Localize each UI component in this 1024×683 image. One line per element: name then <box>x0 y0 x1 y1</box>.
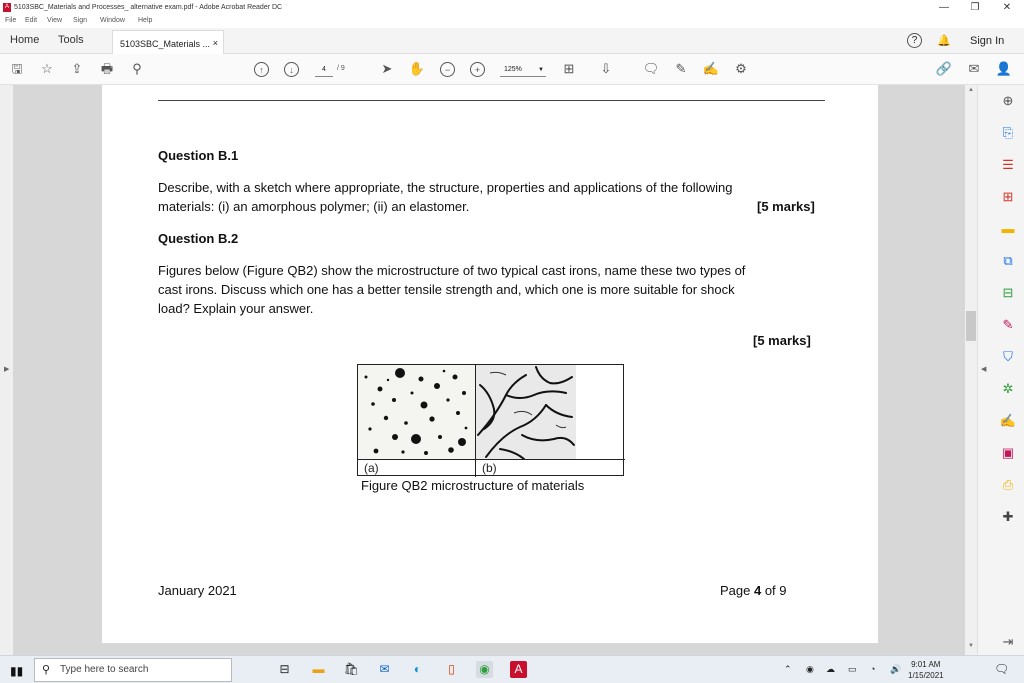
chevron-down-icon: ▼ <box>538 67 544 73</box>
comment-icon[interactable]: 🗨 <box>642 61 660 76</box>
tray-onedrive-icon[interactable]: ☁ <box>826 664 835 674</box>
hand-tool-icon[interactable]: ✋ <box>408 61 426 76</box>
figure-label-b: (b) <box>482 461 497 475</box>
expand-left-panel-icon[interactable]: ▶ <box>4 366 10 373</box>
footer-page-prefix: Page <box>720 583 754 598</box>
question-b2-text-line3: load? Explain your answer. <box>158 301 314 316</box>
export-pdf-icon[interactable]: ⎘ <box>1002 125 1014 140</box>
left-panel-strip <box>0 85 13 655</box>
menu-edit[interactable]: Edit <box>25 17 38 24</box>
tray-expand-icon[interactable]: ⌃ <box>784 664 792 674</box>
menu-bar <box>0 16 1024 28</box>
highlight-pen-icon[interactable]: ✎ <box>675 61 687 76</box>
windows-start-icon[interactable]: ▮▮ <box>10 664 24 678</box>
title-bar <box>0 0 1024 16</box>
search-icon: ⚲ <box>42 664 51 676</box>
sign-icon[interactable]: ✍ <box>702 61 720 76</box>
figure-label-a: (a) <box>364 461 379 475</box>
footer-page-current: 4 <box>753 583 762 598</box>
combine-files-icon[interactable]: ⧉ <box>1003 253 1013 268</box>
save-icon[interactable]: 🖫 <box>11 61 23 76</box>
question-b1-text-line2: materials: (i) an amorphous polymer; (ii) an elastomer. <box>158 199 470 214</box>
question-b2-text-line2: cast irons. Discuss which one has a better tensile strength and, which one is more suitable for shock <box>158 282 735 297</box>
mail-icon[interactable]: ✉ <box>379 662 390 676</box>
windows-taskbar <box>0 655 1024 683</box>
file-explorer-icon[interactable]: ▬ <box>312 662 325 676</box>
previous-page-icon[interactable]: ↑ <box>254 62 269 77</box>
office-icon[interactable]: ▯ <box>448 662 455 676</box>
share-upload-icon[interactable]: ⇪ <box>71 61 83 76</box>
tray-volume-icon[interactable]: 🔊 <box>890 664 902 674</box>
page-number-input[interactable]: 4 <box>315 63 333 77</box>
question-b1-text-line1: Describe, with a sketch where appropriate, the structure, properties and applications of the following <box>158 180 733 195</box>
email-icon[interactable]: ✉ <box>968 61 980 76</box>
tray-battery-icon[interactable]: ▭ <box>848 664 857 674</box>
scroll-down-icon[interactable]: ▼ <box>968 643 974 649</box>
fill-sign-tool-icon[interactable]: ✎ <box>1002 317 1014 332</box>
figure-caption: Figure QB2 microstructure of materials <box>361 478 585 493</box>
menu-file[interactable]: File <box>5 17 17 24</box>
select-cursor-icon[interactable]: ➤ <box>381 61 393 76</box>
taskbar-clock[interactable] <box>908 659 944 681</box>
acrobat-taskbar-icon[interactable]: A <box>510 661 527 678</box>
scroll-mode-icon[interactable]: ⇩ <box>600 61 612 76</box>
tray-wifi-icon[interactable]: ◔ <box>870 664 876 674</box>
organize-pages-icon[interactable]: ☰ <box>1002 157 1014 172</box>
microstructure-image-a <box>358 365 476 459</box>
chrome-browser-icon[interactable]: ◉ <box>476 661 493 678</box>
close-window-button[interactable]: ✕ <box>1002 2 1012 13</box>
question-b1-marks: [5 marks] <box>757 199 815 214</box>
acrobat-app-icon: A <box>4 4 9 10</box>
menu-sign[interactable]: Sign <box>73 17 88 24</box>
zoom-in-icon[interactable]: + <box>470 62 485 77</box>
document-tab-label: 5103SBC_Materials ... <box>120 39 211 49</box>
create-pdf-icon[interactable]: ⊞ <box>1002 189 1014 204</box>
bookmark-star-icon[interactable]: ☆ <box>41 61 53 76</box>
more-tools-icon[interactable]: ✚ <box>1002 509 1014 524</box>
scrollbar-thumb[interactable] <box>966 311 976 341</box>
sign-in-button[interactable]: Sign In <box>970 35 1005 47</box>
minimize-button[interactable]: — <box>939 2 949 13</box>
store-icon[interactable]: 🛍 <box>343 662 360 676</box>
tab-home[interactable]: Home <box>10 34 40 46</box>
search-icon[interactable]: ⚲ <box>132 61 142 76</box>
edit-pdf-icon[interactable]: ⊟ <box>1002 285 1014 300</box>
window-title: 5103SBC_Materials and Processes_ alternative exam.pdf - Adobe Acrobat Reader DC <box>14 4 283 11</box>
link-icon[interactable]: 🔗 <box>935 61 953 76</box>
collapse-right-panel-icon[interactable]: ◀ <box>981 366 987 373</box>
add-user-icon[interactable]: 👤 <box>995 61 1013 76</box>
compress-pdf-icon[interactable]: ▣ <box>1001 445 1015 460</box>
footer-page-suffix: of 9 <box>761 583 787 598</box>
tab-document[interactable] <box>112 30 224 54</box>
question-b2-text-line1: Figures below (Figure QB2) show the microstructure of two typical cast irons, name these two types of <box>158 263 746 278</box>
vertical-scrollbar[interactable] <box>965 85 977 655</box>
footer-date: January 2021 <box>158 583 237 598</box>
comment-tool-icon[interactable]: ▬ <box>1001 221 1015 236</box>
figure-qb2 <box>357 364 624 476</box>
question-b1-heading: Question B.1 <box>158 148 239 163</box>
header-rule <box>158 100 825 101</box>
taskbar-search-placeholder: Type here to search <box>60 664 149 675</box>
task-view-icon[interactable]: ⊟ <box>279 662 290 676</box>
menu-help[interactable]: Help <box>138 17 153 24</box>
send-for-review-icon[interactable]: ✲ <box>1002 381 1014 396</box>
question-b2-heading: Question B.2 <box>158 231 239 246</box>
page-total: / 9 <box>337 65 345 72</box>
taskbar-date: 1/15/2021 <box>908 671 944 680</box>
edge-browser-icon[interactable]: ◐ <box>413 662 422 676</box>
sign-tool-icon[interactable]: ✍ <box>999 413 1017 428</box>
tray-location-icon[interactable]: ◉ <box>806 664 814 674</box>
protect-shield-icon[interactable]: ⛉ <box>1003 349 1013 364</box>
zoom-value: 125% <box>504 66 522 73</box>
fill-sign-icon[interactable]: ⚙ <box>735 61 747 76</box>
next-page-icon[interactable]: ↓ <box>284 62 299 77</box>
figure-label-divider <box>475 460 476 477</box>
print-icon[interactable]: 🖶 <box>100 61 114 76</box>
page-fit-icon[interactable]: ⊞ <box>563 61 575 76</box>
microstructure-image-b <box>476 365 625 459</box>
bell-icon[interactable]: 🔔 <box>937 35 951 47</box>
footer-page-number <box>720 581 787 600</box>
menu-view[interactable]: View <box>47 17 63 24</box>
zoom-out-icon[interactable]: − <box>440 62 455 77</box>
zoom-select[interactable] <box>500 63 546 77</box>
tab-bar <box>0 28 1024 54</box>
question-b2-marks: [5 marks] <box>753 333 811 348</box>
share-file-icon[interactable]: ⎙ <box>1002 477 1014 492</box>
collapse-tools-icon[interactable]: ⇥ <box>1002 634 1014 649</box>
menu-window[interactable]: Window <box>100 17 125 24</box>
taskbar-time: 9:01 AM <box>911 660 941 669</box>
figure-label-row <box>358 459 625 476</box>
notifications-icon[interactable]: 🗨 <box>994 662 1010 676</box>
maximize-button[interactable]: ❐ <box>970 2 980 13</box>
toolbar <box>0 54 1024 85</box>
taskbar-search-input[interactable] <box>34 658 232 682</box>
help-icon[interactable]: ? <box>907 33 922 48</box>
close-tab-icon[interactable]: × <box>212 38 218 48</box>
tab-tools[interactable]: Tools <box>58 34 84 46</box>
zoom-tool-icon[interactable]: ⊕ <box>1002 93 1014 108</box>
pdf-page <box>102 85 878 643</box>
scroll-up-icon[interactable]: ▲ <box>968 87 974 93</box>
